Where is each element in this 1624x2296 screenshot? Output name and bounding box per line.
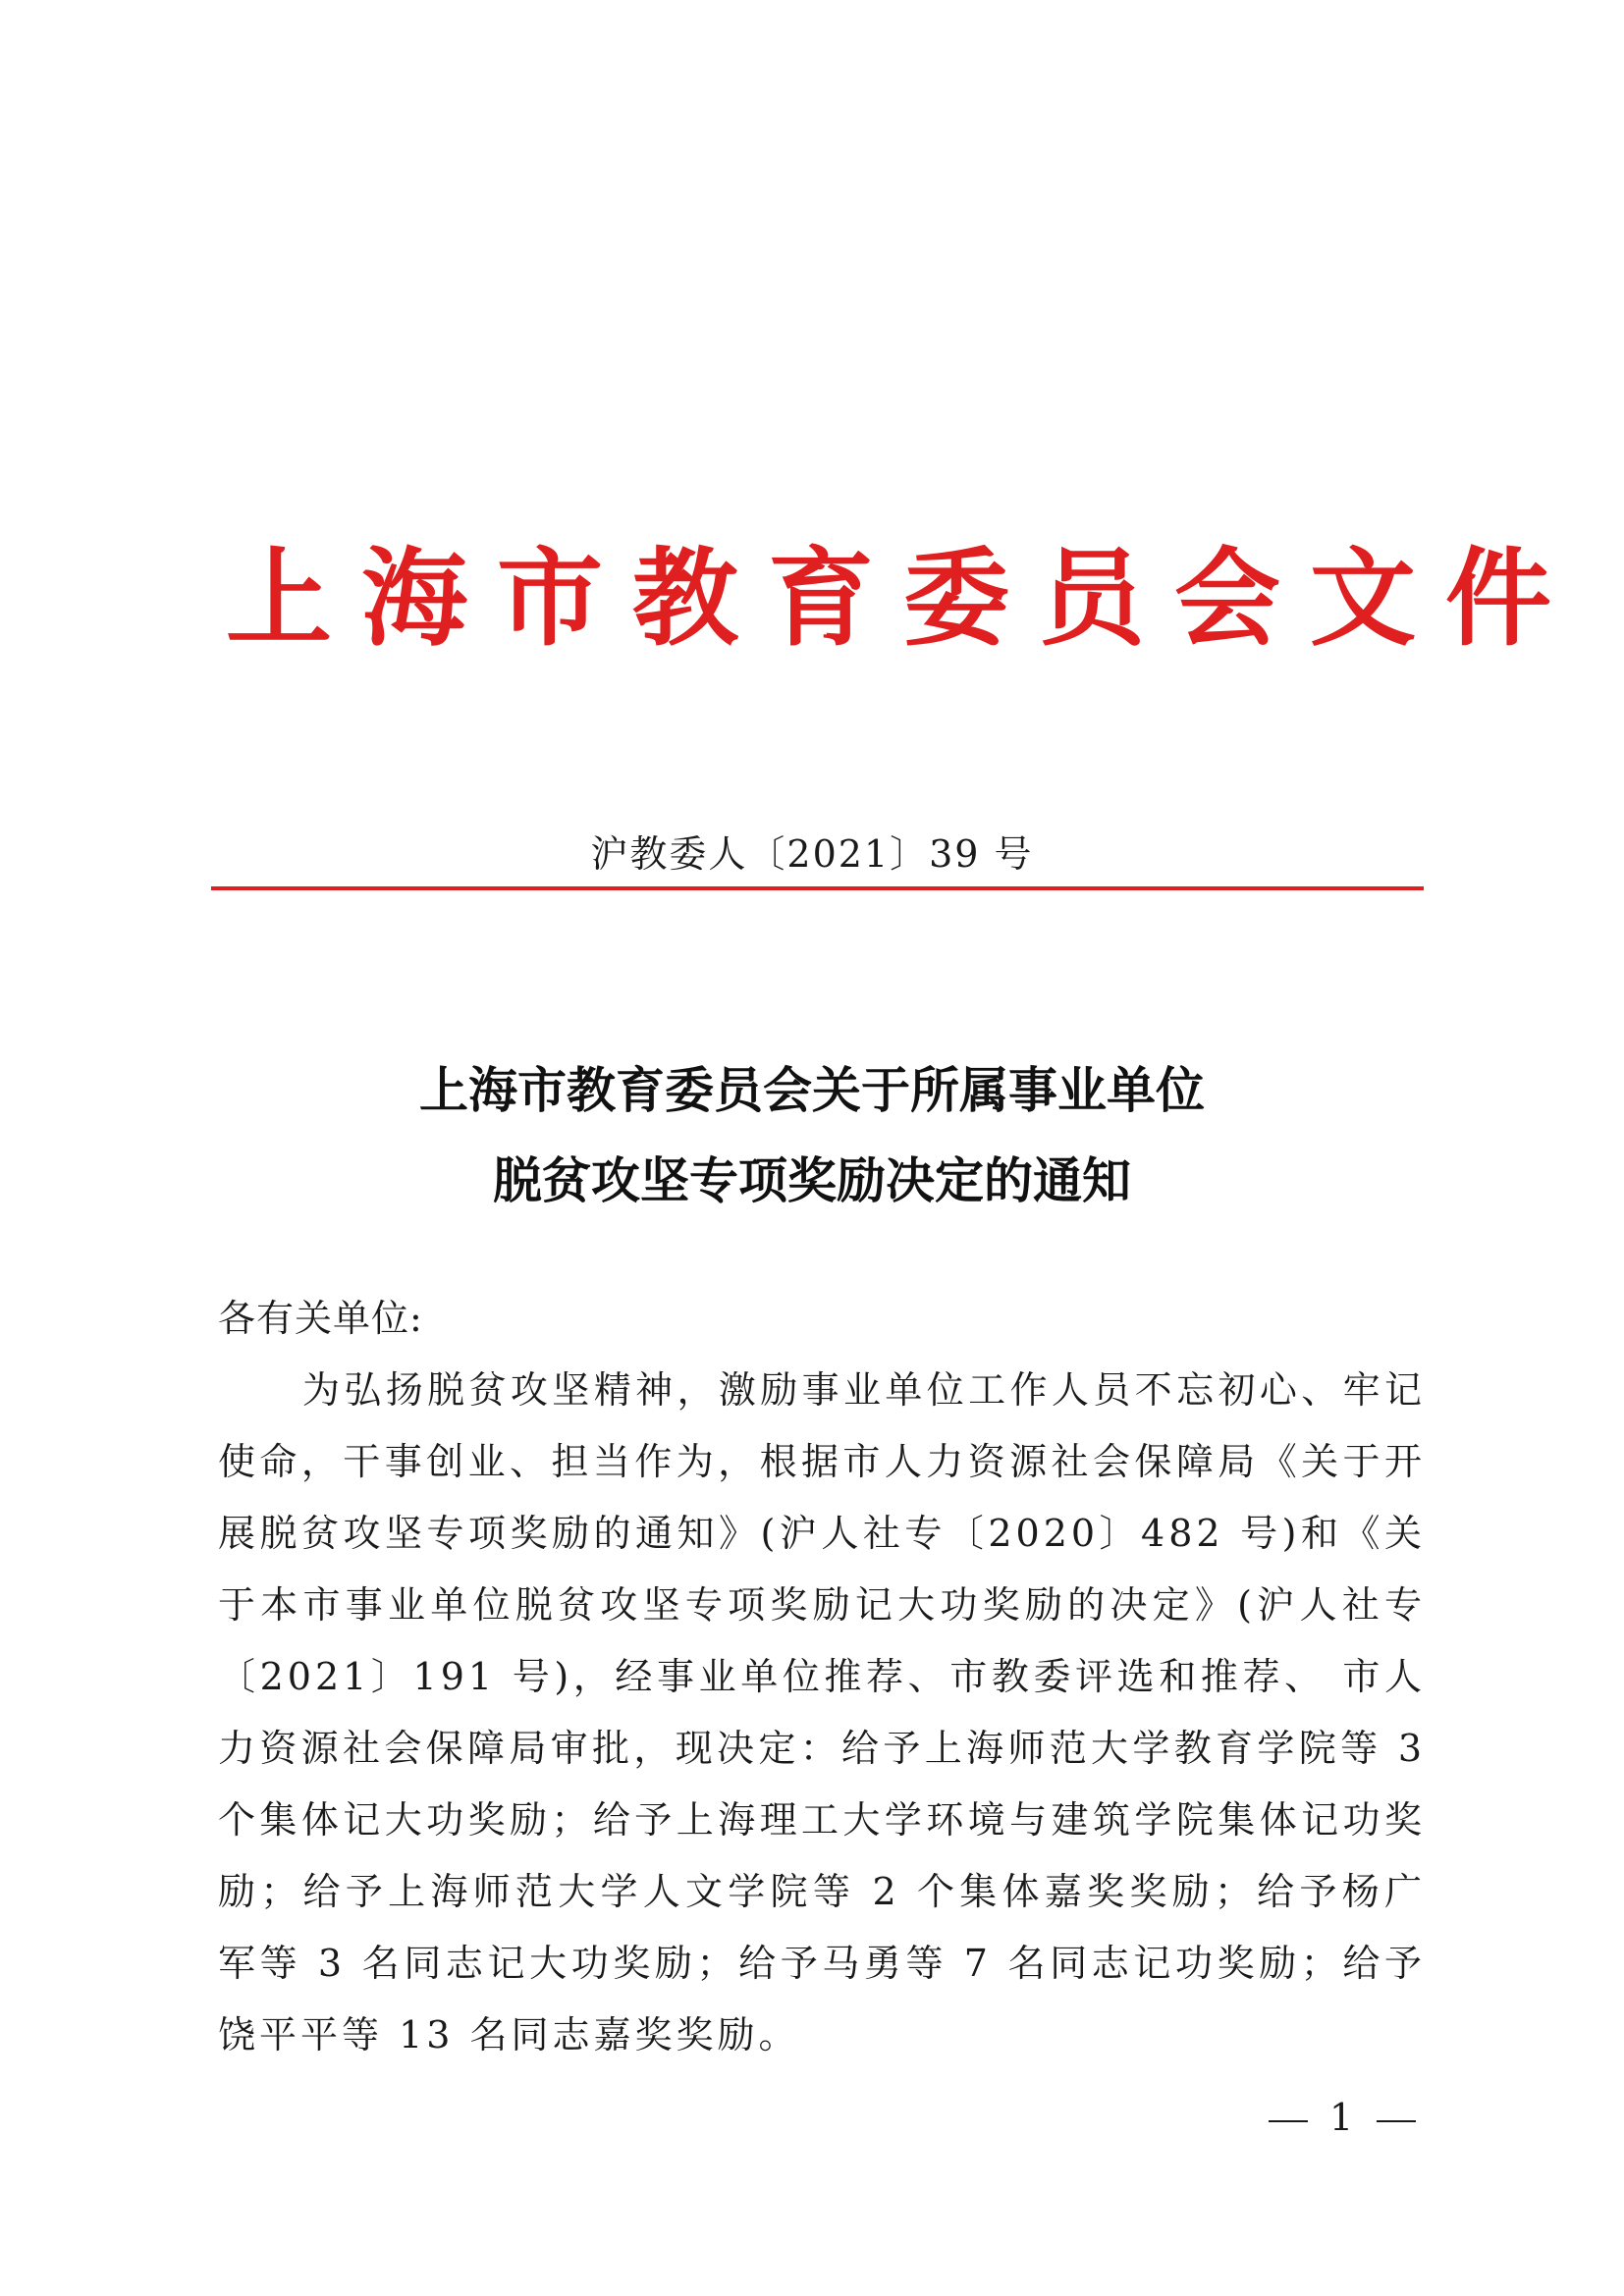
title-line-2: 脱贫攻坚专项奖励决定的通知 [493,1151,1131,1209]
document-number: 沪教委人〔2021〕39 号 [590,832,1034,876]
body-paragraph: 为弘扬脱贫攻坚精神，激励事业单位工作人员不忘初心、牢记使命，干事创业、担当作为，根据市人力资源社会保障局《关于开展脱贫攻坚专项奖励的通知》(沪人社专〔2020〕482 号)和《关于本市事业单位脱贫攻坚专项奖励记大功奖励的决定》(沪人社专〔2021〕191 号)，经事业单位推荐、市教委评选和推荐、 市人力资源社会保障局审批，现决定：给予上海师范大学教育学院等 3 个集体记大功奖励；给予上海理工大学环境与建筑学院集体记功奖励；给予上海师范大学人文学院等 2 个集体嘉奖奖励；给予杨广军等 3 名同志记大功奖励；给予马勇等 7 名同志记功奖励；给予饶平平等 13 名同志嘉奖奖励。 [218,1368,1426,2056]
title-line-1: 上海市教育委员会关于所属事业单位 [419,1061,1205,1119]
issuer-header: 上海市教育委员会文件 [226,537,1582,661]
red-divider [211,886,1424,890]
document-title [0,1045,1624,1226]
right-dash [1377,2120,1416,2122]
page-number: 1 [1329,2096,1356,2139]
salutation: 各有关单位: [218,1297,423,1340]
left-dash [1269,2120,1308,2122]
page-footer [1247,2093,1437,2142]
